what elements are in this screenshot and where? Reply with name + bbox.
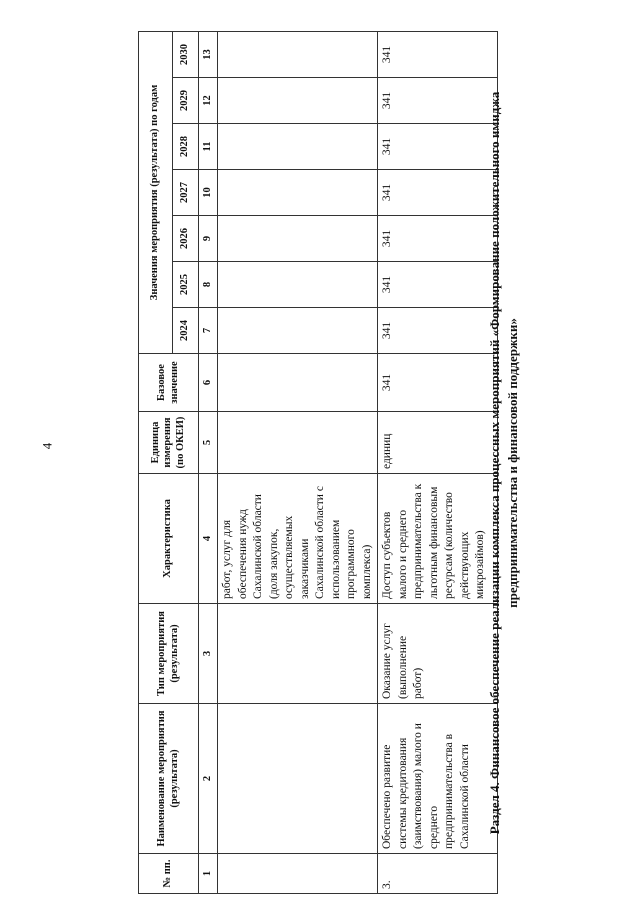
index-cell: 12 bbox=[199, 78, 218, 124]
index-cell: 7 bbox=[199, 308, 218, 354]
header-num: № пп. bbox=[139, 854, 199, 894]
row-characteristic: Доступ субъектов малого и среднего предпринимательства к льготным финансовым ресурсам (количество действующих микрозаймов) bbox=[378, 474, 498, 604]
index-cell: 3 bbox=[199, 604, 218, 704]
header-year: 2025 bbox=[173, 262, 199, 308]
index-cell: 13 bbox=[199, 31, 218, 77]
measures-table bbox=[138, 31, 498, 894]
row-value bbox=[218, 216, 378, 262]
table-row bbox=[378, 31, 498, 893]
index-cell: 8 bbox=[199, 262, 218, 308]
index-cell: 6 bbox=[199, 354, 218, 412]
row-value: 341 bbox=[378, 216, 498, 262]
header-type: Тип мероприятия (результата) bbox=[139, 604, 199, 704]
row-value: 341 bbox=[378, 262, 498, 308]
row-base: 341 bbox=[378, 354, 498, 412]
rotated-page-content bbox=[138, 32, 521, 894]
row-type bbox=[218, 604, 378, 704]
header-name: Наименование мероприятия (результата) bbox=[139, 704, 199, 854]
header-unit: Единица измерения (по ОКЕИ) bbox=[139, 412, 199, 474]
row-unit bbox=[218, 412, 378, 474]
row-name: Обеспечено развитие системы кредитования (заимствования) малого и среднего предпринимательства в Сахалинской области bbox=[378, 704, 498, 854]
row-value: 341 bbox=[378, 78, 498, 124]
index-cell: 2 bbox=[199, 704, 218, 854]
header-year: 2030 bbox=[173, 31, 199, 77]
header-year: 2027 bbox=[173, 170, 199, 216]
header-characteristic: Характеристика bbox=[139, 474, 199, 604]
index-cell: 11 bbox=[199, 124, 218, 170]
header-year: 2028 bbox=[173, 124, 199, 170]
index-cell: 9 bbox=[199, 216, 218, 262]
index-cell: 4 bbox=[199, 474, 218, 604]
row-type: Оказание услуг (выполнение работ) bbox=[378, 604, 498, 704]
header-year: 2026 bbox=[173, 216, 199, 262]
row-value bbox=[218, 124, 378, 170]
table-row bbox=[218, 31, 378, 893]
header-base: Базовое значение bbox=[139, 354, 199, 412]
row-value bbox=[218, 308, 378, 354]
row-value: 341 bbox=[378, 170, 498, 216]
row-base bbox=[218, 354, 378, 412]
row-value bbox=[218, 78, 378, 124]
row-value bbox=[218, 170, 378, 216]
row-value bbox=[218, 262, 378, 308]
row-value: 341 bbox=[378, 31, 498, 77]
header-values-group: Значения мероприятия (результата) по годам bbox=[139, 31, 173, 353]
row-num bbox=[218, 854, 378, 894]
row-value: 341 bbox=[378, 124, 498, 170]
row-characteristic: работ, услуг для обеспечения нужд Сахалинской области (доля закупок, осуществляемых заказчиками Сахалинской области с использованием программного комплекса) bbox=[218, 474, 378, 604]
header-year: 2029 bbox=[173, 78, 199, 124]
header-year: 2024 bbox=[173, 308, 199, 354]
index-cell: 5 bbox=[199, 412, 218, 474]
section-heading: Раздел 4. Финансовое обеспечение реализации комплекса процессных мероприятий «Формирование положительного имиджа предпринимательства и финансовой поддержки» bbox=[487, 91, 521, 835]
row-unit: единиц bbox=[378, 412, 498, 474]
index-cell: 1 bbox=[199, 854, 218, 894]
row-value bbox=[218, 31, 378, 77]
page-number: 4 bbox=[39, 442, 55, 450]
row-num: 3. bbox=[378, 854, 498, 894]
index-cell: 10 bbox=[199, 170, 218, 216]
column-index-row bbox=[199, 31, 218, 893]
row-value: 341 bbox=[378, 308, 498, 354]
row-name bbox=[218, 704, 378, 854]
